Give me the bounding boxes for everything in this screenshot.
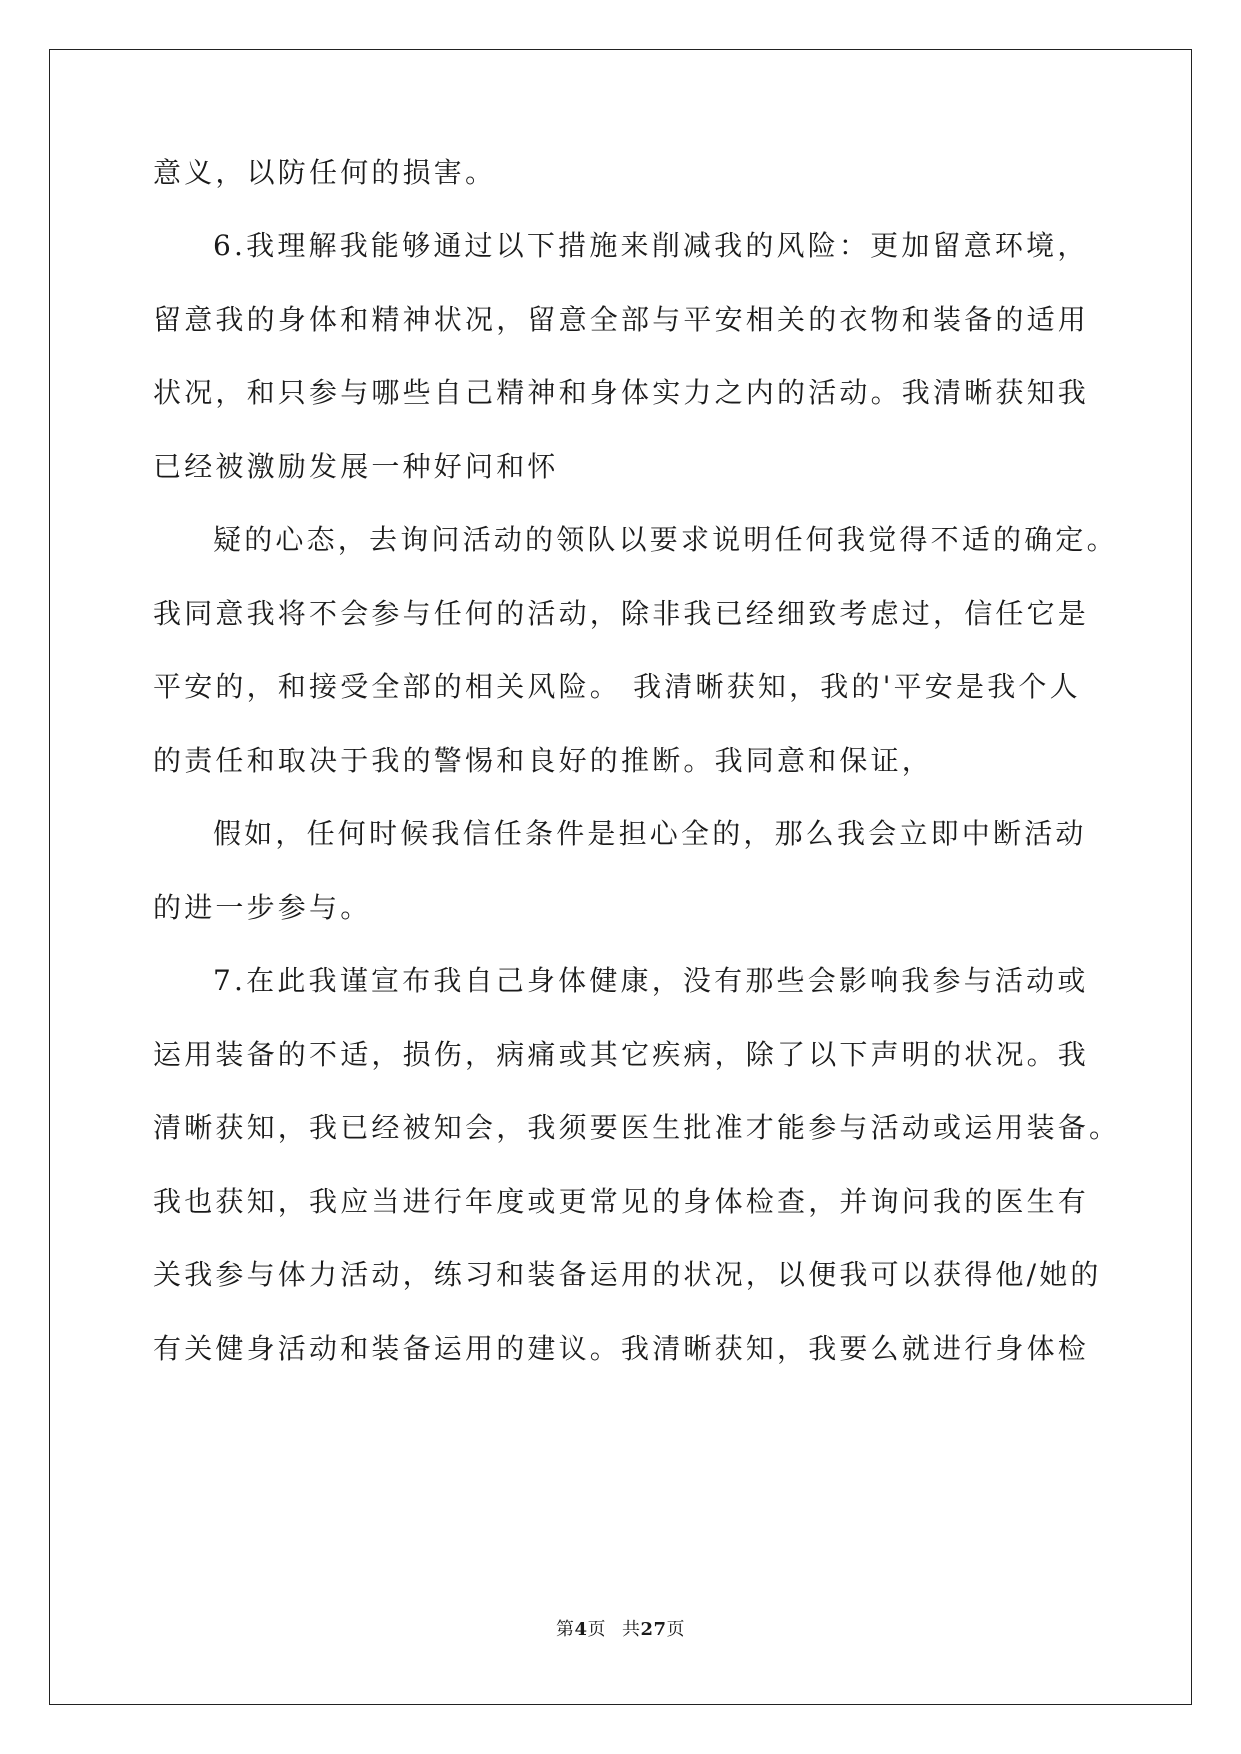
text-line: 疑的心态，去询问活动的领队以要求说明任何我觉得不适的确定。 [213, 523, 1118, 556]
text-line: 运用装备的不适，损伤，病痛或其它疾病，除了以下声明的状况。我 [153, 1038, 1090, 1071]
page-total: 27 [640, 1619, 667, 1640]
text-line: 我同意我将不会参与任何的活动，除非我已经细致考虑过，信任它是 [153, 597, 1090, 630]
text-line: 有关健身活动和装备运用的建议。我清晰获知，我要么就进行身体检 [153, 1332, 1090, 1365]
page-current: 4 [574, 1619, 588, 1640]
page-border [49, 49, 1192, 1705]
page-prefix: 第 [555, 1619, 575, 1640]
page-unit: 页 [587, 1619, 606, 1640]
text-line: 的进一步参与。 [153, 891, 372, 924]
text-line: 状况，和只参与哪些自己精神和身体实力之内的活动。我清晰获知我 [153, 376, 1090, 409]
text-line: 假如，任何时候我信任条件是担心全的，那么我会立即中断活动 [213, 817, 1087, 850]
text-line: 清晰获知，我已经被知会，我须要医生批准才能参与活动或运用装备。 [153, 1111, 1121, 1144]
text-line: 我也获知，我应当进行年度或更常见的身体检查，并询问我的医生有 [153, 1185, 1090, 1218]
total-prefix: 共 [621, 1619, 641, 1640]
text-line: 留意我的身体和精神状况，留意全部与平安相关的衣物和装备的适用 [153, 303, 1090, 336]
total-unit: 页 [666, 1619, 686, 1640]
text-line: 6.我理解我能够通过以下措施来削减我的风险：更加留意环境， [213, 229, 1089, 262]
text-line: 的责任和取决于我的警惕和良好的推断。我同意和保证， [153, 744, 934, 777]
page-number [0, 1618, 1241, 1642]
text-line: 平安的，和接受全部的相关风险。 我清晰获知，我的'平安是我个人 [153, 670, 1081, 703]
text-line: 已经被激励发展一种好问和怀 [153, 450, 559, 483]
text-line: 意义，以防任何的损害。 [153, 156, 497, 189]
text-line: 7.在此我谨宣布我自己身体健康，没有那些会影响我参与活动或 [213, 964, 1089, 997]
text-line: 关我参与体力活动，练习和装备运用的状况，以便我可以获得他/她的 [153, 1258, 1102, 1291]
